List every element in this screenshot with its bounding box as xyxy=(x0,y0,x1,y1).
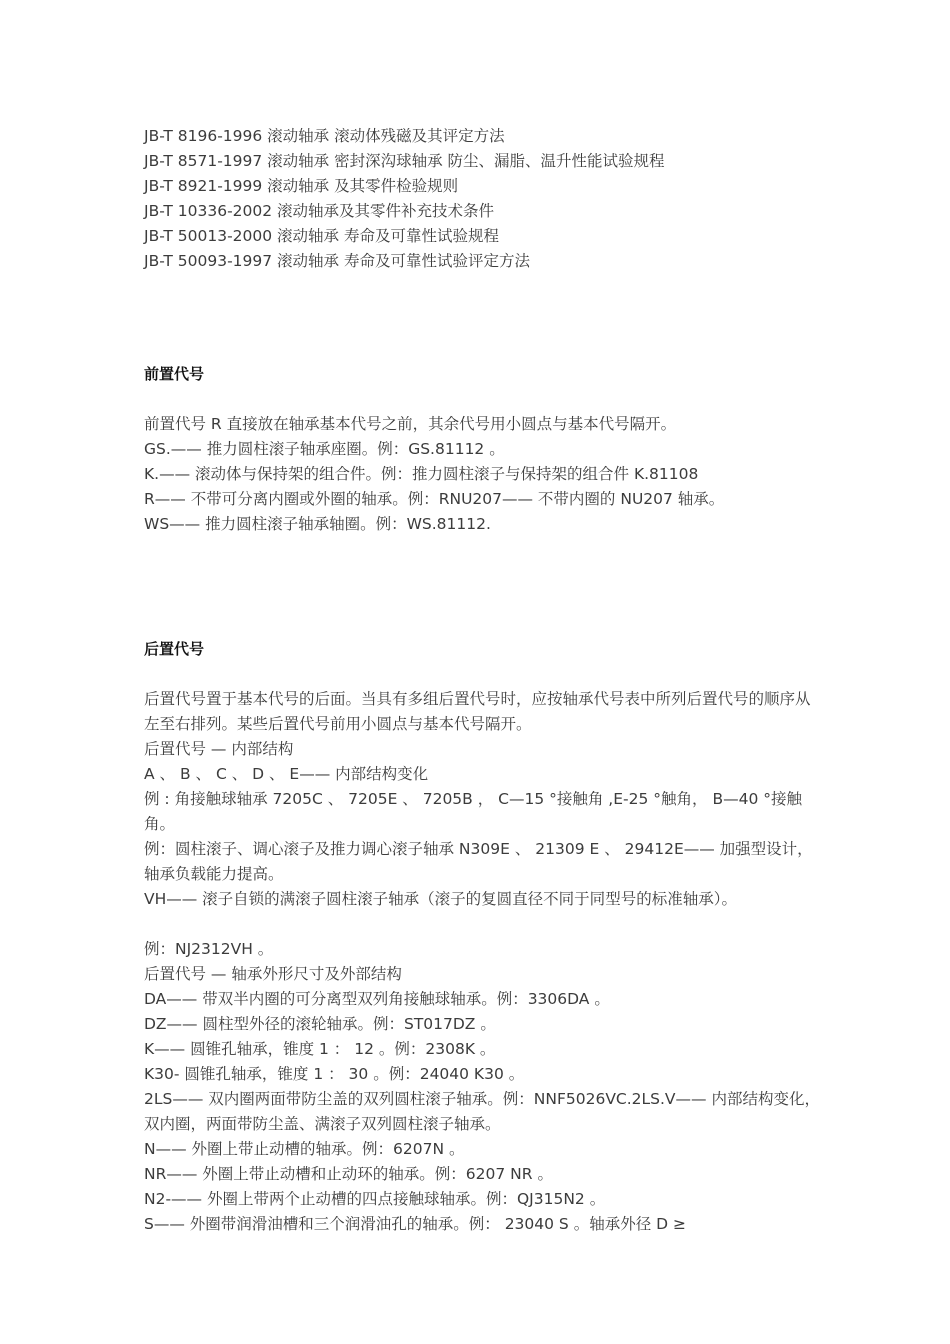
dz-line: DZ—— 圆柱型外径的滚轮轴承。例：ST017DZ 。 xyxy=(144,1015,496,1033)
internal-title: 后置代号 — 内部结构 xyxy=(144,740,294,758)
standard-item: JB-T 10336-2002 滚动轴承及其零件补充技术条件 xyxy=(144,202,495,220)
prefix-line: K.—— 滚动体与保持架的组合件。例：推力圆柱滚子与保持架的组合件 K.81108 xyxy=(144,465,699,483)
standards-list xyxy=(144,124,824,274)
prefix-line: 前置代号 R 直接放在轴承基本代号之前，其余代号用小圆点与基本代号隔开。 xyxy=(144,415,677,433)
standard-item: JB-T 8921-1999 滚动轴承 及其零件检验规则 xyxy=(144,177,459,195)
suffix-heading: 后置代号 xyxy=(144,640,205,658)
da-line: DA—— 带双半内圈的可分离型双列角接触球轴承。例：3306DA 。 xyxy=(144,990,610,1008)
nr-line: NR—— 外圈上带止动槽和止动环的轴承。例：6207 NR 。 xyxy=(144,1165,553,1183)
standard-item: JB-T 50013-2000 滚动轴承 寿命及可靠性试验规程 xyxy=(144,227,499,245)
k30-line: K30- 圆锥孔轴承，锥度 1 ： 30 。例：24040 K30 。 xyxy=(144,1065,525,1083)
suffix-intro: 后置代号置于基本代号的后面。当具有多组后置代号时，应按轴承代号表中所列后置代号的顺序从左至右排列。某些后置代号前用小圆点与基本代号隔开。 xyxy=(144,690,811,733)
example-roller: 例：圆柱滚子、调心滚子及推力调心滚子轴承 N309E 、 21309 E 、 29412E—— 加强型设计，轴承负载能力提高。 xyxy=(144,840,813,883)
standard-item: JB-T 8196-1996 滚动轴承 滚动体残磁及其评定方法 xyxy=(144,127,505,145)
vh-example: 例：NJ2312VH 。 xyxy=(144,940,274,958)
prefix-line: WS—— 推力圆柱滚子轴承轴圈。例：WS.81112. xyxy=(144,515,491,533)
prefix-line: GS.—— 推力圆柱滚子轴承座圈。例：GS.81112 。 xyxy=(144,440,505,458)
standard-item: JB-T 8571-1997 滚动轴承 密封深沟球轴承 防尘、漏脂、温升性能试验规程 xyxy=(144,152,665,170)
external-title: 后置代号 — 轴承外形尺寸及外部结构 xyxy=(144,965,402,983)
document-page xyxy=(144,124,824,1237)
prefix-heading: 前置代号 xyxy=(144,365,205,383)
prefix-section xyxy=(144,412,824,537)
s-line: S—— 外圈带润滑油槽和三个润滑油孔的轴承。例： 23040 S 。轴承外径 D ≥ xyxy=(144,1215,686,1233)
example-angular: 例 : 角接触球轴承 7205C 、 7205E 、 7205B ， C—15 °接触角 ,E-25 °触角， B—40 °接触角。 xyxy=(144,790,802,833)
n2-line: N2-—— 外圈上带两个止动槽的四点接触球轴承。例：QJ315N2 。 xyxy=(144,1190,606,1208)
standard-item: JB-T 50093-1997 滚动轴承 寿命及可靠性试验评定方法 xyxy=(144,252,530,270)
k-line: K—— 圆锥孔轴承，锥度 1 ： 12 。例：2308K 。 xyxy=(144,1040,496,1058)
suffix-section xyxy=(144,687,824,1237)
2ls-line: 2LS—— 双内圈两面带防尘盖的双列圆柱滚子轴承。例：NNF5026VC.2LS.V—— 内部结构变化，双内圈，两面带防尘盖、满滚子双列圆柱滚子轴承。 xyxy=(144,1090,820,1133)
n-line: N—— 外圈上带止动槽的轴承。例：6207N 。 xyxy=(144,1140,465,1158)
internal-codes: A 、 B 、 C 、 D 、 E—— 内部结构变化 xyxy=(144,765,429,783)
vh-line: VH—— 滚子自锁的满滚子圆柱滚子轴承（滚子的复圆直径不同于同型号的标准轴承）。 xyxy=(144,890,737,908)
prefix-line: R—— 不带可分离内圈或外圈的轴承。例：RNU207—— 不带内圈的 NU207 轴承。 xyxy=(144,490,725,508)
